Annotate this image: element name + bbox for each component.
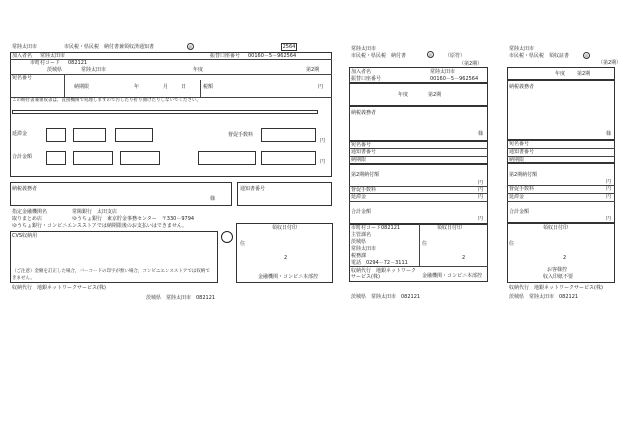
sec1-header-city: 常陸太田市 [12, 44, 38, 50]
sec1-total-label: 合計金額 [12, 154, 33, 160]
sec1-date-month: 月 [163, 84, 169, 90]
sec3-row-notice: 通知書番号 [509, 149, 535, 155]
sec3-customer-label: お客様控 [547, 267, 568, 273]
sec3-stamp-label: 領収日付印 [543, 225, 569, 231]
sec1-fee-label: 督促手数料 [228, 132, 254, 138]
sec2-stamp-label: 領収日付印 [437, 225, 463, 231]
sec2-fee-yen: 円 [478, 187, 484, 193]
sec1-taxpayer-sama: 様 [210, 196, 216, 202]
sec2-account-number: 00160－5－962564 [430, 76, 479, 82]
sec1-account-number: 00160－5－962564 [248, 53, 297, 59]
sec2-office-line-4: 税務課 [351, 253, 367, 259]
sec1-date-year: 年 [134, 84, 140, 90]
sec3-tax-label: 第2期納付額 [509, 172, 538, 178]
sec3-footer: 茨城県 常陸太田市 082121 [509, 294, 579, 300]
sec1-stamp-label: 領収日付印 [272, 225, 298, 231]
sec1-agent: 収納代行 地銀ネットワークサービス(株) [12, 285, 106, 291]
sec2-fee-label: 督促手数料 [351, 187, 377, 193]
sec2-footer: 茨城県 常陸太田市 082121 [351, 294, 421, 300]
sec2-delinquency-label: 延滞金 [351, 194, 367, 200]
sec1-cvs-warning: （ご注意）金額を訂正した場合，バーコードの印字が無い場合，コンビニエンスストアでは収納できません。 [12, 269, 210, 281]
sec2-total-yen: 円 [478, 216, 484, 222]
sec2-payer-name: 常陸太田市 [430, 69, 456, 75]
sec3-total-label: 合計金額 [509, 209, 530, 215]
sec1-form-number: 2564 [282, 44, 296, 50]
sec2-copy-label: （原符） [445, 53, 466, 59]
sec2-office-line-5: 電話 0294－72－3111 [351, 260, 408, 266]
sec3-header-title: 市民税・県民税 領収証書 [509, 53, 570, 59]
sec2-office-line-3: 常陸太田市 [351, 246, 377, 252]
sec3-period: 第2期 [577, 71, 591, 77]
sec1-seal-icon: ㊞ [188, 45, 193, 49]
sec1-taxpayer-label: 納税義務者 [12, 186, 38, 192]
sec1-year-label: 年度 [193, 67, 204, 73]
sec1-stamp-num: 2 [284, 255, 288, 261]
sec2-year-label: 年度 [398, 92, 409, 98]
sec1-delinquency-label: 延滞金 [12, 131, 28, 137]
sec2-tax-label: 第2期納付額 [351, 172, 380, 178]
sec1-post-note: ゆうちょ銀行・コンビニエンスストアでは納期限後のお支払いはできません。 [12, 223, 188, 229]
sec2-taxpayer-sama: 様 [478, 131, 484, 137]
sec2-row-due: 納期限 [351, 157, 367, 163]
sec2-row-addressee: 宛名番号 [351, 142, 372, 148]
sec3-delinquency-yen: 円 [606, 194, 612, 200]
sec1-city-code-label: 市町村コード [30, 60, 61, 66]
sec1-addressee-label: 宛名番号 [12, 75, 33, 81]
sec2-office-line-1: 主管課名 [351, 232, 372, 238]
sec1-period: 第2期 [306, 67, 320, 73]
sec3-agent: 収納代行 地銀ネットワークサービス(株) [509, 285, 603, 291]
sec2-city-code: 市町村コード082121 [351, 225, 401, 231]
sec3-row-addressee: 宛名番号 [509, 141, 530, 147]
sec1-post-label: 取りまとめ店 [12, 216, 43, 222]
sec2-stamp-place: 住 [422, 241, 428, 247]
sec3-taxpayer-sama: 様 [606, 131, 612, 137]
sec1-fee-yen: 円 [320, 138, 326, 144]
sec2-payer-label: 加入者名 [351, 69, 372, 75]
sec2-agent: 収納代行 地銀ネットワークサービス(株) [351, 268, 417, 280]
sec3-row-due: 納期限 [509, 157, 525, 163]
sec1-header-title: 市民税・県民税 納付書兼領収済通知書 [64, 44, 155, 50]
sec3-stamp-note: 収入印紙不要 [543, 274, 574, 280]
sec1-footer: 茨城県 常陸太田市 082121 [146, 295, 216, 301]
sec1-handling-notice: この納付書兼領収書は，直接機関で処理しますので汚したり折り曲げたりしないでください。 [12, 98, 201, 103]
sec2-account-label: 振替口座番号 [351, 76, 382, 82]
sec3-seal-icon: ㊞ [584, 54, 589, 58]
sec2-seal-icon: ㊞ [428, 53, 433, 57]
sec1-city-code: 082121 [68, 60, 88, 66]
sec2-period-top: （第2期） [459, 61, 483, 67]
sec2-office-line-2: 茨城県 [351, 239, 367, 245]
sec1-tax-yen: 円 [318, 84, 324, 90]
sec2-header-city: 常陸太田市 [351, 46, 377, 52]
sec1-payer-label: 加入者名 [12, 53, 33, 59]
sec2-period-box [349, 83, 488, 106]
sec3-stamp-num: 2 [563, 255, 567, 261]
sec2-header-title: 市民税・県民税 納付書 [351, 53, 407, 59]
sec1-bank-label: 指定金融機関名 [12, 209, 48, 215]
sec3-tax-yen: 円 [606, 179, 612, 185]
sec1-taxpayer-box [10, 182, 232, 206]
sec1-total-yen: 円 [320, 159, 326, 165]
sec1-stamp-foot: 金融機関・コンビニ本部控 [258, 274, 319, 280]
sec3-stamp-place: 住 [509, 241, 515, 247]
sec2-tax-yen: 円 [478, 180, 484, 186]
sec2-delinquency-yen: 円 [478, 194, 484, 200]
sec1-register-mark-icon [221, 231, 233, 243]
sec1-tax-label: 税額 [203, 84, 214, 90]
sec1-stamp-place: 住 [240, 241, 246, 247]
sec3-taxpayer-label: 納税義務者 [509, 84, 535, 90]
sec3-delinquency-label: 延滞金 [509, 194, 525, 200]
sec1-payer-name: 常陸太田市 [40, 53, 66, 59]
sec2-total-label: 合計金額 [351, 209, 372, 215]
sec1-city: 常陸太田市 [81, 67, 107, 73]
sec1-cvs-label: CVS収納用 [12, 233, 38, 239]
sec3-period-top: （第2期） [598, 60, 622, 66]
sec2-row-notice: 通知書番号 [351, 149, 377, 155]
sec3-fee-yen: 円 [606, 186, 612, 192]
sec1-date-day: 日 [181, 84, 187, 90]
sec1-prefecture: 茨城県 [47, 67, 63, 73]
sec3-year-label: 年度 [555, 71, 566, 77]
sec3-fee-label: 督促手数料 [509, 186, 535, 192]
sec1-bank-name: 常陽銀行 太田支店 [72, 209, 118, 215]
sec3-header-city: 常陸太田市 [509, 46, 535, 52]
sec3-total-yen: 円 [606, 216, 612, 222]
sec1-due-label: 納期限 [74, 84, 90, 90]
sec1-post-name: ゆうちょ銀行 東京貯金事務センター 〒330－9794 [72, 216, 195, 222]
sec2-taxpayer-label: 納税義務者 [351, 110, 377, 116]
sec2-period: 第2期 [428, 92, 442, 98]
sec1-account-label: 振替口座番号 [210, 53, 241, 59]
sec2-stamp-num: 2 [462, 255, 466, 261]
sec1-notice-no-label: 通知書番号 [240, 186, 266, 192]
sec2-stamp-foot: 金融機関・コンビニ本部控 [422, 273, 483, 279]
sec1-barcode-strip [12, 110, 318, 114]
